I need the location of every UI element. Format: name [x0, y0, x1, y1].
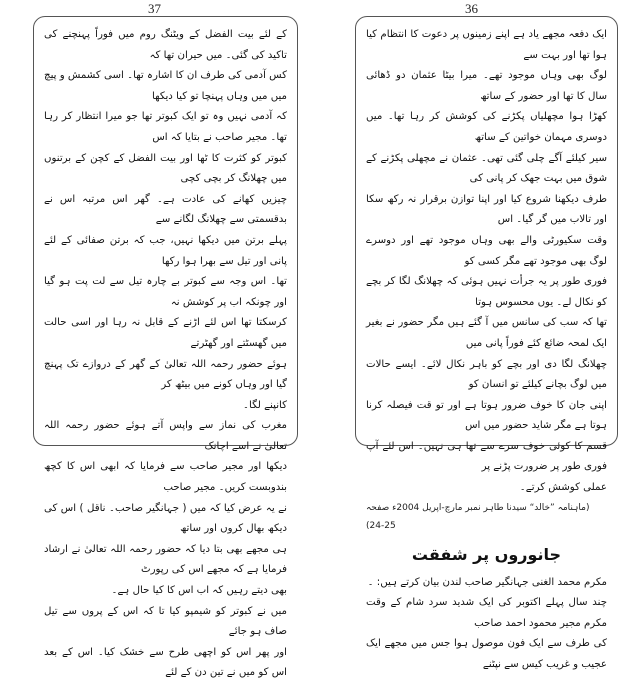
section-heading: جانوروں پر شفقت: [411, 544, 562, 564]
text-line: فوری طور پر یہ جرأت نہیں ہوئی کہ چھلانگ لگا کر بچے کو نکال لے۔ یوں محسوس ہوتا: [366, 276, 607, 308]
text-line: عملی کوشش کرتے۔: [519, 482, 607, 494]
text-line: سیر کیلئے آگے چلی گئی تھی۔ عثمان نے مچھلی پکڑنے کے شوق میں بہت جھک کر پانی کی: [366, 152, 607, 185]
text-line: مکرم محمد الغنی جہانگیر صاحب لندن بیان کرتے ہیں: ۔: [367, 576, 607, 588]
text-line: کہ آدمی نہیں وہ تو ایک کبوتر تھا جو میرا انتظار کر رہا تھا۔ مجیر صاحب نے بتایا کہ اس: [44, 111, 287, 143]
text-line: چیزیں کھانے کی عادت ہے۔ گھر اس مرتبہ اس نے بدقسمتی سے چھلانگ لگانے سے: [44, 193, 287, 226]
text-line: تھا کہ سب کی سانس میں آ گئے ہیں مگر حضور نے بغیر ایک لمحہ ضائع کئے فوراً پانی میں: [366, 317, 607, 349]
text-line: نے یہ عرض کیا کہ میں ( جہانگیر صاحب۔ ناقل ) اس کی دیکھ بھال کروں اور ساتھ: [44, 502, 287, 535]
text-line: چند سال پہلے اکتوبر کی ایک شدید سرد شام کے وقت مکرم مجیر محمود احمد صاحب: [366, 597, 607, 629]
left-page-body: [34, 17, 297, 688]
left-page-frame: [33, 16, 298, 679]
text-line: طرف دیکھنا شروع کیا اور اپنا توازن برقرار نہ رکھ سکا اور تالاب میں گر گیا۔ اس: [366, 193, 607, 226]
text-line: کانپنے لگا۔: [243, 399, 287, 411]
text-line: بھی دیتے رہیں کہ اب اس کا کیا حال ہے۔: [111, 585, 287, 597]
text-line: تھا۔ اس وجہ سے کبوتر بے چارہ تیل سے لت پت ہو گیا اور چونکہ اب پر کوشش نہ: [44, 276, 287, 308]
text-line: میں نے کبوتر کو شیمپو کیا تا کہ اس کے پروں سے تیل صاف ہو جائے: [44, 605, 287, 638]
source-reference: (ماہنامہ ”خالد“ سیدنا طاہر نمبر مارچ-اپریل 2004ء صفحہ 25-24): [366, 502, 590, 531]
text-line: دیکھا اور مجیر صاحب سے فرمایا کہ ابھی اس کا کچھ بندوبست کریں۔ مجیر صاحب: [44, 461, 287, 494]
right-page-body: [356, 17, 617, 680]
text-line: کے لئے بیت الفضل کے ویٹنگ روم میں فوراً پہنچنے کی تاکید کی گئی۔ میں حیران تھا کہ: [44, 29, 287, 61]
right-page-frame: [355, 16, 618, 671]
text-line: اور پھر اس کو اچھی طرح سے خشک کیا۔ اس کے بعد اس کو میں نے تین دن کے لئے: [44, 646, 287, 679]
text-line: لوگ بھی وہاں موجود تھے۔ میرا بیٹا عثمان دو ڈھائی سال کا تھا اور حضور کے ساتھ: [366, 70, 607, 102]
left-page-number: 37: [148, 1, 161, 16]
text-line: مغرب کی نماز سے واپس آتے ہوئے حضور رحمہ اللہ تعالیٰ نے اسے اچانک: [44, 420, 287, 452]
text-line: کرسکتا تھا اس لئے اڑنے کے قابل نہ رہا اور اسی حالت میں گھسٹتے اور گھٹرتے: [44, 317, 287, 349]
text-line: کبوتر کو کثرت کا ٹھا اور بیت الفضل کے کچن کے برتنوں میں چھلانگ کر بچی کچی: [44, 152, 287, 185]
text-line: قسم کا کوئی خوف سرے سے تھا ہی نہیں۔ اس لئے آپ فوری طور پر ضرورت پڑنے پر: [366, 440, 607, 473]
text-line: چھلانگ لگا دی اور بچے کو باہر نکال لائے۔ ایسے حالات میں لوگ بچانے کیلئے تو انسان کو: [366, 358, 607, 391]
text-line: کھڑا ہوا مچھلیاں پکڑنے کی کوشش کر رہا تھا۔ میں دوسری مہمان خواتین کے ساتھ: [366, 111, 607, 143]
text-line: کی طرف سے ایک فون موصول ہوا جس میں مجھے ایک عجیب و غریب کیس سے نپٹنے: [366, 638, 607, 671]
text-line: ہوئے حضور رحمہ اللہ تعالیٰ کے گھر کے دروازے تک پہنچ گیا اور وہاں کونے میں بیٹھ کر: [44, 358, 287, 391]
text-line: پہلے برتن میں دیکھا نہیں، جب کہ برتن صفائی کے لئے پانی اور تیل سے بھرا ہوا رکھا: [44, 234, 287, 267]
text-line: ہی مجھے بھی بتا دیا کہ حضور رحمہ اللہ تعالیٰ نے ارشاد فرمایا ہے کہ مجھے اس کی رپورٹ: [44, 543, 287, 576]
text-line: اپنی جان کا خوف ضرور ہوتا ہے اور تو قت فیصلہ کرنا ہوتا ہے مگر شاید حضور میں اس: [366, 399, 607, 432]
text-line: وقت سکیورٹی والے بھی وہاں موجود تھے اور دوسرے لوگ بھی موجود تھے مگر کسی کو: [366, 234, 607, 267]
text-line: کس آدمی کی طرف ان کا اشارہ تھا۔ اسی کشمش و پیچ میں میں وہاں پہنچا تو کیا دیکھا: [44, 70, 287, 102]
text-line: ایک دفعہ مجھے یاد ہے اپنے زمینوں پر دعوت کا انتظام کیا ہوا تھا اور بہت سے: [366, 29, 607, 61]
right-page-number: 36: [465, 1, 478, 16]
